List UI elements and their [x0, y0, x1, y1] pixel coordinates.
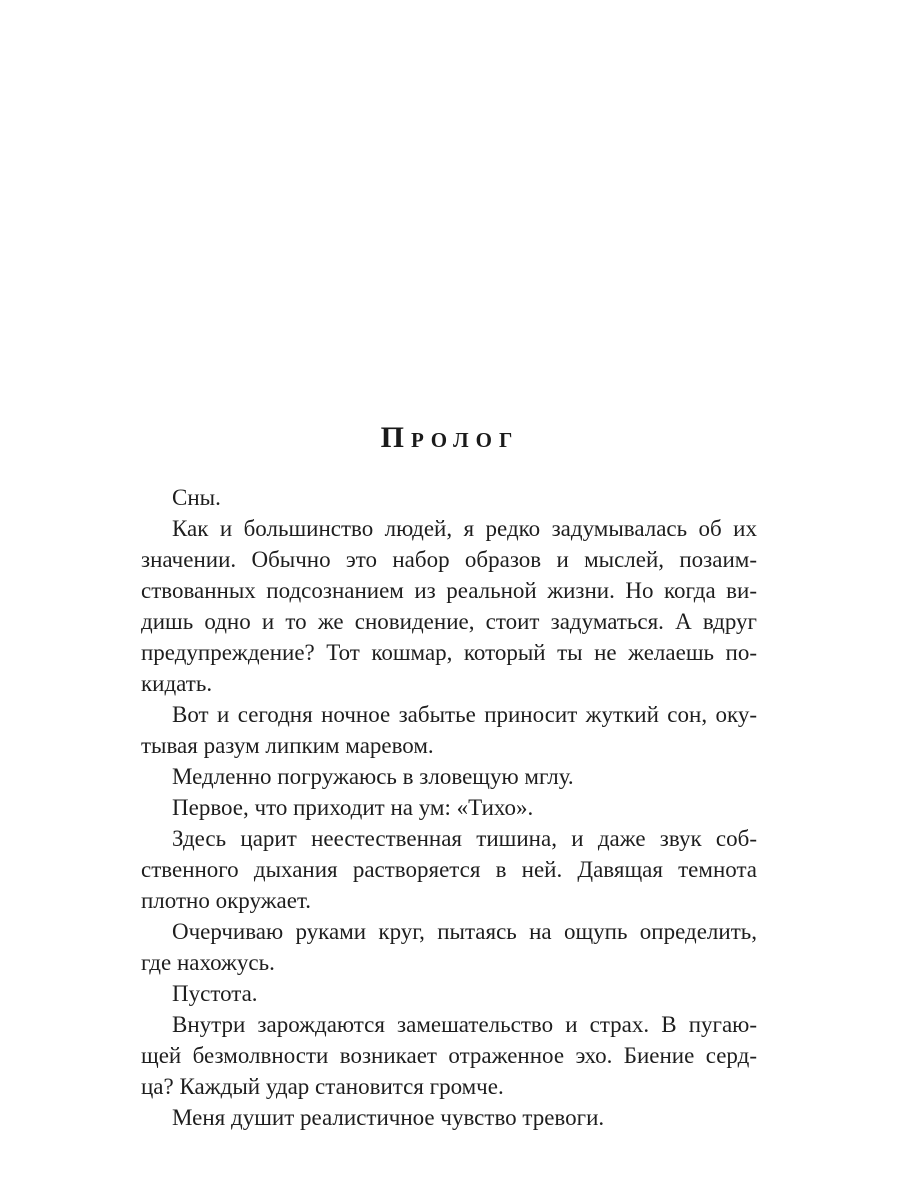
text-line: ственного дыхания растворяется в ней. Давящая темнота [141, 857, 757, 882]
body-text [141, 482, 757, 1133]
text-line: Внутри зарождаются замешательство и страх. В пугаю- [172, 1012, 757, 1037]
text-line: предупреждение? Тот кошмар, который ты не желаешь по- [141, 640, 757, 665]
text-line: Пустота. [172, 981, 258, 1006]
text-line: кидать. [141, 671, 213, 696]
text-line: плотно окружает. [141, 888, 312, 913]
text-line: ца? Каждый удар становится громче. [141, 1074, 504, 1099]
text-line: ствованных подсознанием из реальной жизни. Но когда ви- [141, 578, 757, 603]
text-line: щей безмолвности возникает отраженное эхо. Биение серд- [141, 1043, 757, 1068]
text-line: Очерчиваю руками круг, пытаясь на ощупь определить, [172, 919, 757, 944]
text-line: значении. Обычно это набор образов и мыслей, позаим- [141, 547, 757, 572]
text-line: где нахожусь. [141, 950, 275, 975]
text-line: тывая разум липким маревом. [141, 733, 434, 758]
text-line: Медленно погружаюсь в зловещую мглу. [172, 764, 574, 789]
text-line: Первое, что приходит на ум: «Тихо». [172, 795, 534, 820]
text-line: Сны. [172, 485, 221, 510]
chapter-title: Пролог [380, 421, 520, 454]
text-line: дишь одно и то же сновидение, стоит задуматься. А вдруг [141, 609, 757, 634]
text-line: Как и большинство людей, я редко задумывалась об их [172, 516, 757, 541]
text-line: Меня душит реалистичное чувство тревоги. [172, 1105, 605, 1130]
text-line: Вот и сегодня ночное забытье приносит жуткий сон, оку- [172, 702, 757, 727]
text-line: Здесь царит неестественная тишина, и даже звук соб- [172, 826, 757, 851]
